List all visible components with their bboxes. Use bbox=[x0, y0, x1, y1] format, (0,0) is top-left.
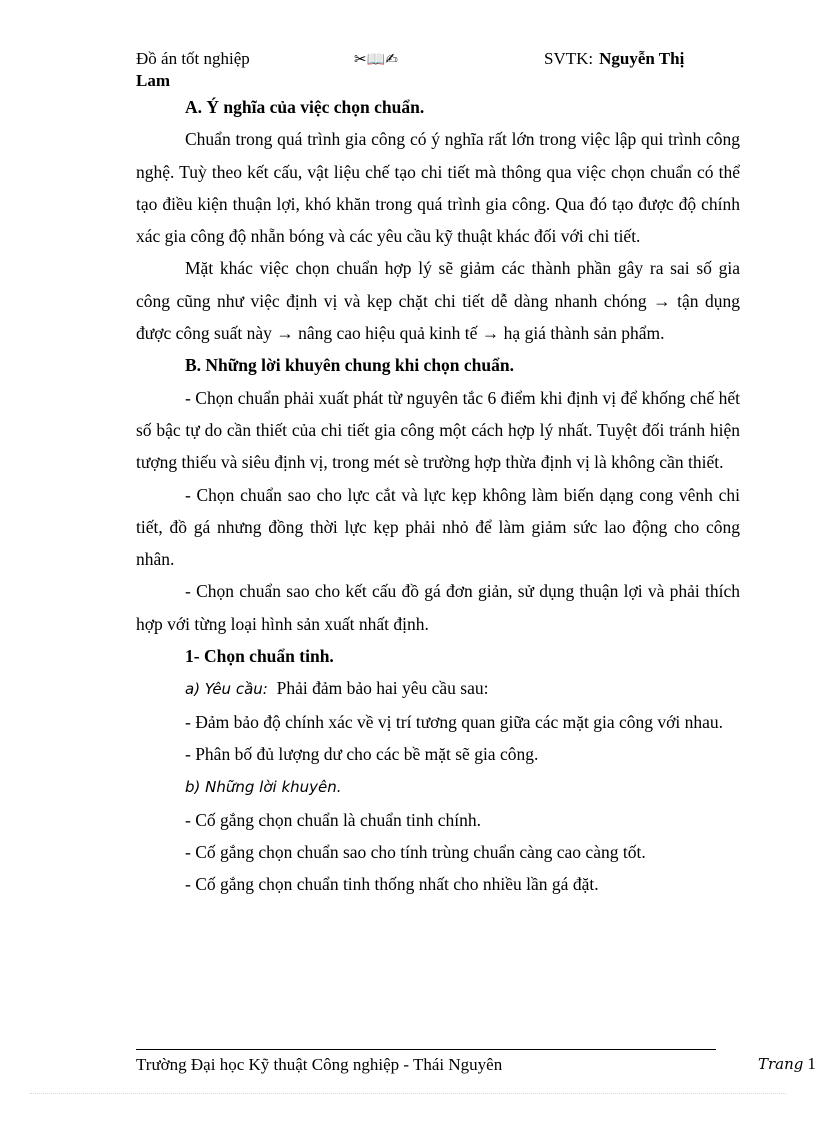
requirement-label: a) Yêu cầu: bbox=[185, 680, 268, 699]
list-item: - Phân bố đủ lượng dư cho các bề mặt sẽ gia công. bbox=[185, 743, 539, 764]
paragraph: Mặt khác việc chọn chuẩn hợp lý sẽ giảm các thành phần gây ra sai số gia công cũng như việc định vị và kẹp chặt chi tiết dễ dàng nhanh chóng → tận dụng được công suất này → nâng cao hiệu quả kinh tế → hạ giá thành sản phẩm. bbox=[136, 258, 740, 344]
paragraph: Chuẩn trong quá trình gia công có ý nghĩa rất lớn trong việc lập qui trình công nghệ. Tuỳ theo kết cấu, vật liệu chế tạo chi tiết mà thông qua việc chọn chuẩn có thể tạo điều kiện thuận lợi, khó khăn trong quá trình gia công. Qua đó tạo được độ chính xác gia công độ nhẵn bóng và các yêu cầu kỹ thuật khác đối với chi tiết. bbox=[136, 129, 740, 247]
requirement-line bbox=[136, 672, 740, 705]
list-item: - Cố gắng chọn chuẩn sao cho tính trùng chuẩn càng cao càng tốt. bbox=[185, 841, 646, 862]
paragraph: - Chọn chuẩn sao cho kết cấu đồ gá đơn giản, sử dụng thuận lợi và phải thích hợp với từng loại hình sản xuất nhất định. bbox=[136, 581, 740, 634]
footer-divider bbox=[136, 1049, 716, 1050]
page-number-value: 1 bbox=[807, 1054, 816, 1073]
page-number bbox=[758, 1054, 816, 1074]
header-author-name-wrap: Lam bbox=[136, 71, 170, 90]
header-ornament-icon: ✂︎📖✍ bbox=[354, 50, 398, 68]
paragraph: - Chọn chuẩn phải xuất phát từ nguyên tắc 6 điểm khi định vị để khống chế hết số bậc tự do cần thiết của chi tiết gia công một cách hợp lý nhất. Tuyệt đối tránh hiện tượng thiếu và siêu định vị, trong mét sè trường hợp thừa định vị là không cần thiết. bbox=[136, 387, 740, 473]
header-author-label: SVTK: bbox=[544, 49, 594, 68]
list-item: - Đảm bảo độ chính xác về vị trí tương quan giữa các mặt gia công với nhau. bbox=[185, 711, 724, 732]
list-item: - Cố gắng chọn chuẩn là chuẩn tinh chính. bbox=[185, 809, 481, 830]
advice-label: b) Những lời khuyên. bbox=[185, 778, 342, 797]
requirement-text: Phải đảm bảo hai yêu cầu sau: bbox=[276, 678, 489, 699]
header-author bbox=[544, 48, 684, 70]
section-1-heading: 1- Chọn chuẩn tinh. bbox=[185, 646, 334, 667]
paragraph: - Chọn chuẩn sao cho lực cắt và lực kẹp không làm biến dạng cong vênh chi tiết, đồ gá nhưng đồng thời lực kẹp phải nhỏ để làm giảm sức lao động cho công nhân. bbox=[136, 484, 740, 570]
document-body bbox=[136, 91, 740, 900]
advice-line bbox=[136, 770, 740, 803]
page-bottom-edge bbox=[30, 1093, 786, 1094]
header-author-name: Nguyễn Thị bbox=[599, 49, 685, 68]
list-item: - Cố gắng chọn chuẩn tinh thống nhất cho nhiều lần gá đặt. bbox=[185, 874, 599, 895]
header-document-type: Đồ án tốt nghiệp bbox=[136, 49, 250, 68]
section-b-heading: B. Những lời khuyên chung khi chọn chuẩn. bbox=[185, 355, 515, 376]
section-a-heading: A. Ý nghĩa của việc chọn chuẩn. bbox=[185, 97, 425, 117]
page-label: Trang bbox=[758, 1055, 804, 1073]
page-header bbox=[136, 48, 736, 92]
footer-school: Trường Đại học Kỹ thuật Công nghiệp - Thái Nguyên bbox=[136, 1055, 503, 1074]
